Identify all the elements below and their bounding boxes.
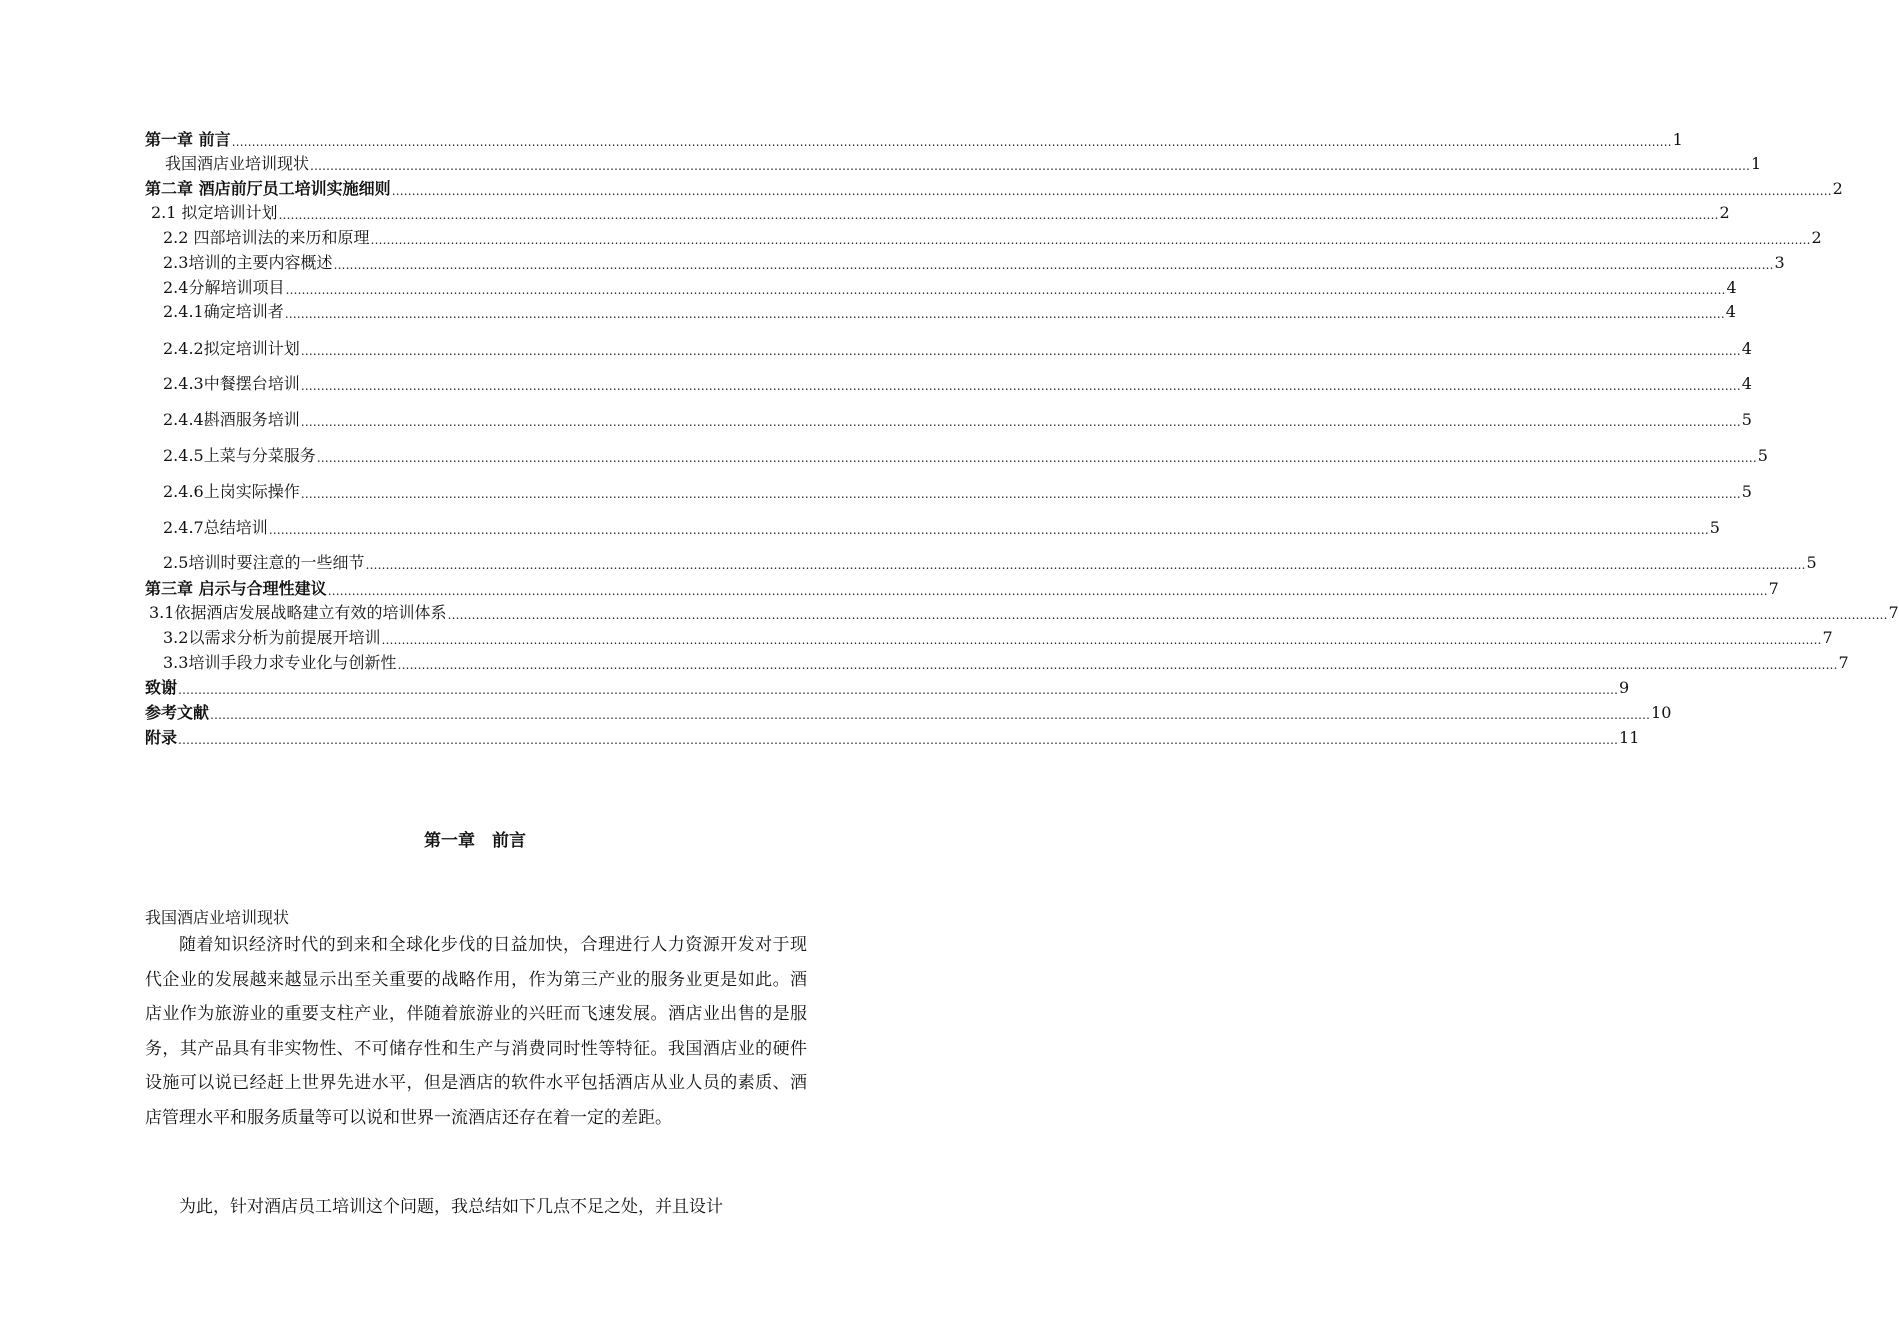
toc-entry xyxy=(163,226,1822,250)
toc-page-number: 5 xyxy=(1741,410,1752,429)
toc-page-number: 3 xyxy=(1774,253,1785,272)
toc-entry-title: 2.5培训时要注意的一些细节 xyxy=(163,553,365,572)
toc-leader-dots: ……………………………………………………………………………………………………………………………………………………………………………………………………………………………………………………………………………………………………………………………… xyxy=(300,487,1741,501)
toc-page-number: 5 xyxy=(1757,446,1768,465)
toc-entry xyxy=(163,444,1768,468)
toc-entry-title: 2.1 拟定培训计划 xyxy=(151,203,278,222)
toc-entry xyxy=(145,128,1683,152)
toc-entry xyxy=(151,201,1730,225)
toc-entry-title: 2.4.1确定培训者 xyxy=(163,302,284,321)
toc-page-number: 4 xyxy=(1725,302,1736,321)
toc-entry xyxy=(163,337,1752,361)
toc-page-number: 7 xyxy=(1838,653,1849,672)
toc-leader-dots: ……………………………………………………………………………………………………………………………………………………………………………………………………………………………………………………………………………………………………………………………… xyxy=(316,451,1757,465)
toc-entry xyxy=(149,601,1899,625)
toc-entry xyxy=(163,372,1752,396)
toc-leader-dots: ……………………………………………………………………………………………………………………………………………………………………………………………………………………………………………………………………………………………………………………………… xyxy=(381,633,1822,647)
toc-page-number: 4 xyxy=(1726,278,1737,297)
toc-page-number: 5 xyxy=(1709,518,1720,537)
toc-entry xyxy=(145,701,1672,725)
toc-entry-title: 致谢 xyxy=(145,678,178,697)
toc-page-number: 10 xyxy=(1651,703,1672,722)
toc-leader-dots: ……………………………………………………………………………………………………………………………………………………………………………………………………………………………………………………………………………………………………………………………… xyxy=(327,584,1768,598)
toc-entry-title: 2.3培训的主要内容概述 xyxy=(163,253,333,272)
toc-page-number: 5 xyxy=(1806,553,1817,572)
toc-page-number: 2 xyxy=(1832,179,1843,198)
toc-entry xyxy=(163,276,1737,300)
toc-entry-title: 3.2以需求分析为前提展开培训 xyxy=(163,628,381,647)
toc-entry-title: 3.3培训手段力求专业化与创新性 xyxy=(163,653,397,672)
toc-leader-dots: ……………………………………………………………………………………………………………………………………………………………………………………………………………………………………………………………………………………………………………………………… xyxy=(300,415,1741,429)
toc-entry xyxy=(163,251,1785,275)
toc-entry xyxy=(165,152,1762,176)
toc-leader-dots: ……………………………………………………………………………………………………………………………………………………………………………………………………………………………………………………………………………………………………………………………… xyxy=(391,184,1832,198)
toc-leader-dots: ……………………………………………………………………………………………………………………………………………………………………………………………………………………………………………………………………………………………………………………………… xyxy=(300,379,1741,393)
body-paragraph: 随着知识经济时代的到来和全球化步伐的日益加快，合理进行人力资源开发对于现代企业的发展越来越显示出至关重要的战略作用，作为第三产业的服务业更是如此。酒店业作为旅游业的重要支柱产业，伴随着旅游业的兴旺而飞速发展。酒店业出售的是服务，其产品具有非实物性、不可储存性和生产与消费同时性等特征。我国酒店业的硬件设施可以说已经赶上世界先进水平，但是酒店的软件水平包括酒店从业人员的素质、酒店管理水平和服务质量等可以说和世界一流酒店还存在着一定的差距。 xyxy=(145,935,807,1128)
toc-leader-dots: ……………………………………………………………………………………………………………………………………………………………………………………………………………………………………………………………………………………………………………………………… xyxy=(285,283,1726,297)
toc-entry-title: 2.4分解培训项目 xyxy=(163,278,285,297)
toc-leader-dots: ……………………………………………………………………………………………………………………………………………………………………………………………………………………………………………………………………………………………………………………………… xyxy=(178,683,1619,697)
toc-page-number: 1 xyxy=(1672,130,1683,149)
toc-entry xyxy=(163,516,1720,540)
toc-leader-dots: ……………………………………………………………………………………………………………………………………………………………………………………………………………………………………………………………………………………………………………………………… xyxy=(397,658,1838,672)
toc-entry xyxy=(145,577,1779,601)
toc-page-number: 5 xyxy=(1741,482,1752,501)
toc-leader-dots: ……………………………………………………………………………………………………………………………………………………………………………………………………………………………………………………………………………………………………………………………… xyxy=(278,208,1719,222)
toc-page-number: 11 xyxy=(1619,728,1640,747)
toc-entry-title: 2.2 四部培训法的来历和原理 xyxy=(163,228,370,247)
toc-entry-title: 2.4.4斟酒服务培训 xyxy=(163,410,300,429)
toc-entry xyxy=(163,651,1849,675)
toc-entry xyxy=(163,408,1752,432)
toc-entry xyxy=(145,676,1630,700)
toc-leader-dots: ……………………………………………………………………………………………………………………………………………………………………………………………………………………………………………………………………………………………………………………………… xyxy=(370,233,1811,247)
toc-entry xyxy=(163,480,1752,504)
toc-entry-title: 3.1依据酒店发展战略建立有效的培训体系 xyxy=(149,603,447,622)
toc-page-number: 9 xyxy=(1619,678,1630,697)
toc-entry-title: 2.4.7总结培训 xyxy=(163,518,268,537)
toc-page-number: 7 xyxy=(1768,579,1779,598)
toc-leader-dots: ……………………………………………………………………………………………………………………………………………………………………………………………………………………………………………………………………………………………………………………………… xyxy=(447,608,1888,622)
toc-entry xyxy=(145,726,1640,750)
toc-leader-dots: ……………………………………………………………………………………………………………………………………………………………………………………………………………………………………………………………………………………………………………………………… xyxy=(268,523,1709,537)
toc-entry-title: 第三章 启示与合理性建议 xyxy=(145,579,327,598)
toc-entry-title: 附录 xyxy=(145,728,178,747)
toc-page-number: 2 xyxy=(1719,203,1730,222)
toc-page-number: 1 xyxy=(1751,154,1762,173)
chapter-heading: 第一章 前言 xyxy=(424,831,526,851)
toc-leader-dots: ……………………………………………………………………………………………………………………………………………………………………………………………………………………………………………………………………………………………………………………………… xyxy=(300,344,1741,358)
toc-leader-dots: ……………………………………………………………………………………………………………………………………………………………………………………………………………………………………………………………………………………………………………………………… xyxy=(231,135,1672,149)
toc-page-number: 4 xyxy=(1741,339,1752,358)
toc-leader-dots: ……………………………………………………………………………………………………………………………………………………………………………………………………………………………………………………………………………………………………………………………… xyxy=(310,159,1751,173)
section-title: 我国酒店业培训现状 xyxy=(145,908,290,927)
toc-entry-title: 2.4.6上岗实际操作 xyxy=(163,482,300,501)
toc-leader-dots: ……………………………………………………………………………………………………………………………………………………………………………………………………………………………………………………………………………………………………………………………… xyxy=(333,258,1774,272)
toc-entry xyxy=(145,177,1843,201)
toc-leader-dots: ……………………………………………………………………………………………………………………………………………………………………………………………………………………………………………………………………………………………………………………………… xyxy=(365,558,1806,572)
toc-leader-dots: ……………………………………………………………………………………………………………………………………………………………………………………………………………………………………………………………………………………………………………………………… xyxy=(210,708,1651,722)
toc-entry-title: 2.4.3中餐摆台培训 xyxy=(163,374,300,393)
toc-page-number: 2 xyxy=(1811,228,1822,247)
toc-leader-dots: ……………………………………………………………………………………………………………………………………………………………………………………………………………………………………………………………………………………………………………………………… xyxy=(284,307,1725,321)
toc-page-number: 7 xyxy=(1822,628,1833,647)
toc-entry xyxy=(163,626,1833,650)
toc-entry-title: 第二章 酒店前厅员工培训实施细则 xyxy=(145,179,391,198)
toc-page-number: 4 xyxy=(1741,374,1752,393)
toc-entry xyxy=(163,300,1736,324)
toc-entry-title: 第一章 前言 xyxy=(145,130,231,149)
body-paragraph: 为此，针对酒店员工培训这个问题，我总结如下几点不足之处，并且设计 xyxy=(179,1197,723,1217)
toc-page-number: 7 xyxy=(1888,603,1899,622)
toc-entry-title: 我国酒店业培训现状 xyxy=(165,154,310,173)
toc-entry-title: 参考文献 xyxy=(145,703,210,722)
toc-entry xyxy=(163,551,1817,575)
toc-entry-title: 2.4.2拟定培训计划 xyxy=(163,339,300,358)
toc-entry-title: 2.4.5上菜与分菜服务 xyxy=(163,446,316,465)
toc-leader-dots: ……………………………………………………………………………………………………………………………………………………………………………………………………………………………………………………………………………………………………………………………… xyxy=(178,733,1619,747)
